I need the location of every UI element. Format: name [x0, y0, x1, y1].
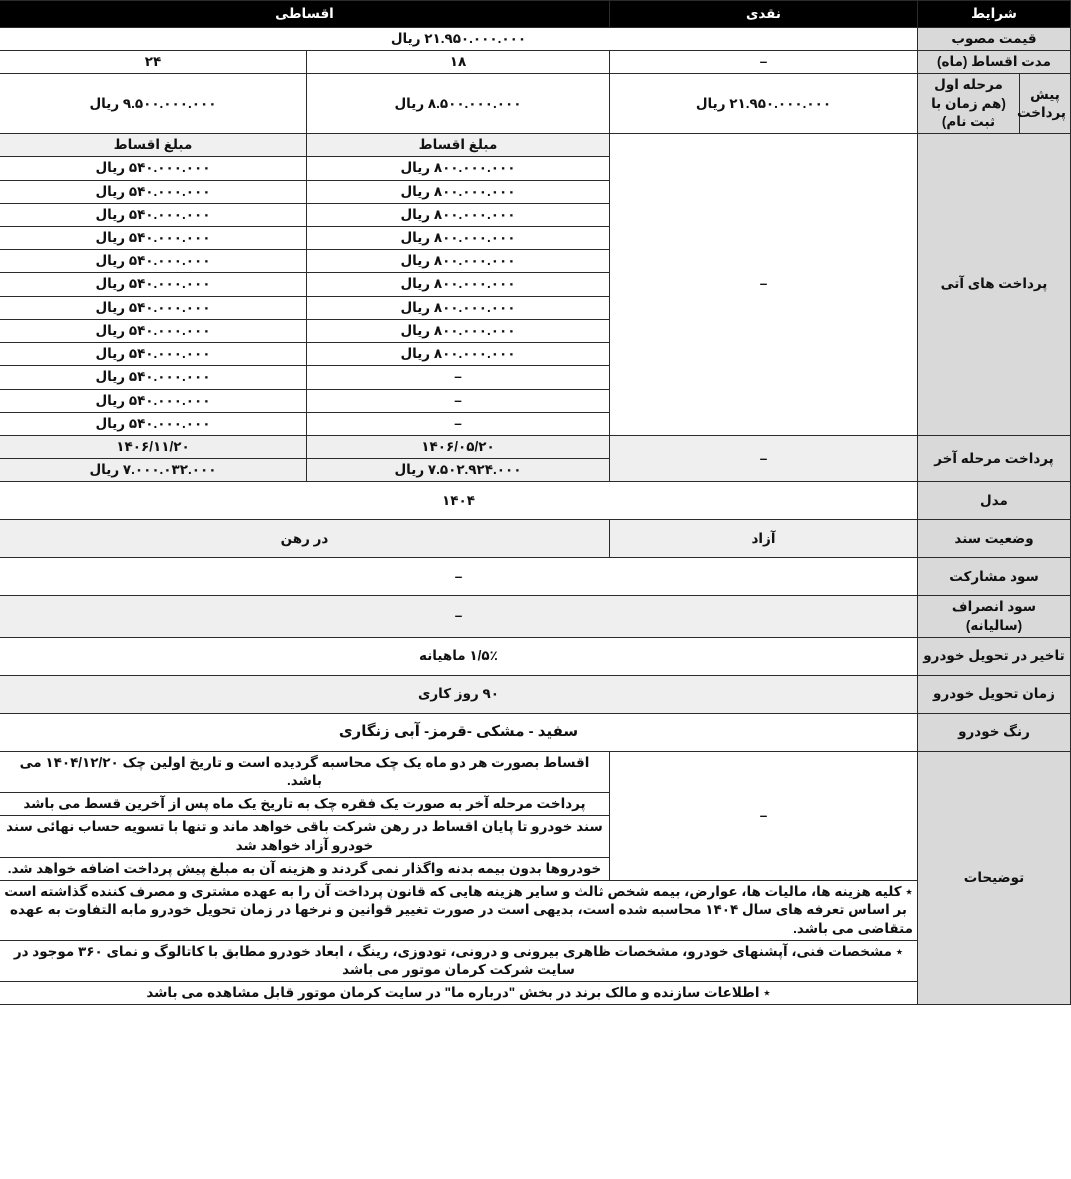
installment-24-4: ۵۴۰.۰۰۰.۰۰۰ ریال — [0, 226, 306, 249]
label-future-payments: پرداخت های آتی — [917, 134, 1070, 436]
installment-18-1: ۸۰۰.۰۰۰.۰۰۰ ریال — [306, 157, 609, 180]
installment-24-10: ۵۴۰.۰۰۰.۰۰۰ ریال — [0, 366, 306, 389]
installment-18-8: ۸۰۰.۰۰۰.۰۰۰ ریال — [306, 319, 609, 342]
row-car-color — [0, 713, 1071, 751]
installment-18-10: – — [306, 366, 609, 389]
row-participation-profit — [0, 558, 1071, 596]
installment-24-8: ۵۴۰.۰۰۰.۰۰۰ ریال — [0, 319, 306, 342]
installment-24-1: ۵۴۰.۰۰۰.۰۰۰ ریال — [0, 157, 306, 180]
label-car-color: رنگ خودرو — [917, 713, 1070, 751]
row-footnote-2 — [0, 940, 1071, 981]
footnote-1: ٭ کلیه هزینه ها، مالیات ها، عوارض، بیمه شخص ثالث و سایر هزینه هایی که قانون پرداخت آن را به عهده مشتری و مصرف کننده گذاشته است بر اساس تعرفه های سال ۱۴۰۴ محاسبه شده است، بدیهی است در صورت تغییر قوانین و نرخها در زمان تحویل خودرو مابه التفاوت به عهده متقاضی می باشد. — [0, 881, 917, 941]
label-final-payment: پرداخت مرحله آخر — [917, 435, 1070, 481]
value-prepayment-cash: ۲۱.۹۵۰.۰۰۰.۰۰۰ ریال — [609, 74, 917, 134]
value-car-color: سفید - مشکی -قرمز- آبی زنگاری — [0, 713, 917, 751]
value-document-status-installment: در رهن — [0, 520, 609, 558]
value-duration-24: ۲۴ — [0, 51, 306, 74]
header-conditions: شرایط — [917, 1, 1070, 28]
label-delivery-time: زمان تحویل خودرو — [917, 675, 1070, 713]
installment-18-5: ۸۰۰.۰۰۰.۰۰۰ ریال — [306, 250, 609, 273]
footnote-3: ٭ اطلاعات سازنده و مالک برند در بخش "درباره ما" در سایت کرمان موتور قابل مشاهده می باشد — [0, 982, 917, 1005]
row-prepayment — [0, 74, 1071, 134]
label-installment-duration: مدت اقساط (ماه) — [917, 51, 1070, 74]
header-cash: نقدی — [609, 1, 917, 28]
row-model — [0, 482, 1071, 520]
label-participation-profit: سود مشارکت — [917, 558, 1070, 596]
row-footnote-3 — [0, 982, 1071, 1005]
row-final-payment-date — [0, 435, 1071, 458]
description-note-1: اقساط بصورت هر دو ماه یک چک محاسبه گردیده است و تاریخ اولین چک ۱۴۰۴/۱۲/۲۰ می باشد. — [0, 751, 609, 792]
label-descriptions: توضیحات — [917, 751, 1070, 1005]
installment-18-3: ۸۰۰.۰۰۰.۰۰۰ ریال — [306, 203, 609, 226]
row-future-payments-subhead — [0, 134, 1071, 157]
value-document-status-cash: آزاد — [609, 520, 917, 558]
final-payment-amount-18: ۷.۵۰۲.۹۲۴.۰۰۰ ریال — [306, 459, 609, 482]
installment-18-9: ۸۰۰.۰۰۰.۰۰۰ ریال — [306, 343, 609, 366]
value-participation-profit: – — [0, 558, 917, 596]
final-payment-amount-24: ۷.۰۰۰.۰۳۲.۰۰۰ ریال — [0, 459, 306, 482]
installment-24-12: ۵۴۰.۰۰۰.۰۰۰ ریال — [0, 412, 306, 435]
row-document-status — [0, 520, 1071, 558]
value-prepayment-18: ۸.۵۰۰.۰۰۰.۰۰۰ ریال — [306, 74, 609, 134]
label-approved-price: قیمت مصوب — [917, 28, 1070, 51]
installment-24-11: ۵۴۰.۰۰۰.۰۰۰ ریال — [0, 389, 306, 412]
description-note-3: سند خودرو تا پایان اقساط در رهن شرکت باقی خواهد ماند و تنها با تسویه حساب نهائی سند خودرو آزاد خواهد شد — [0, 816, 609, 857]
subheader-installment-amount-24: مبلغ اقساط — [0, 134, 306, 157]
label-delivery-delay: تاخیر در تحویل خودرو — [917, 637, 1070, 675]
installment-18-6: ۸۰۰.۰۰۰.۰۰۰ ریال — [306, 273, 609, 296]
description-note-4: خودروها بدون بیمه بدنه واگذار نمی گردند و هزینه آن به مبلغ پیش پرداخت اضافه خواهد شد. — [0, 857, 609, 880]
value-withdrawal-profit: – — [0, 596, 917, 637]
installment-18-11: – — [306, 389, 609, 412]
value-future-payments-cash: – — [609, 134, 917, 436]
installment-24-9: ۵۴۰.۰۰۰.۰۰۰ ریال — [0, 343, 306, 366]
table-header-row — [0, 1, 1071, 28]
label-prepayment-stage — [917, 74, 1019, 134]
value-model: ۱۴۰۴ — [0, 482, 917, 520]
row-approved-price — [0, 28, 1071, 51]
footnote-2: ٭ مشخصات فنی، آپشنهای خودرو، مشخصات ظاهری بیرونی و درونی، تودوزی، رینگ ، ابعاد خودرو مطابق با کاتالوگ و نمای ۳۶۰ موجود در سایت شرکت کرمان موتور می باشد — [0, 940, 917, 981]
row-delivery-time — [0, 675, 1071, 713]
installment-24-2: ۵۴۰.۰۰۰.۰۰۰ ریال — [0, 180, 306, 203]
installment-24-3: ۵۴۰.۰۰۰.۰۰۰ ریال — [0, 203, 306, 226]
label-withdrawal-profit: سود انصراف (سالیانه) — [917, 596, 1070, 637]
installment-18-2: ۸۰۰.۰۰۰.۰۰۰ ریال — [306, 180, 609, 203]
header-installment: اقساطی — [0, 1, 609, 28]
installment-24-6: ۵۴۰.۰۰۰.۰۰۰ ریال — [0, 273, 306, 296]
row-footnote-1 — [0, 881, 1071, 941]
label-prepayment-stage-line1: مرحله اول — [934, 77, 1003, 93]
label-model: مدل — [917, 482, 1070, 520]
description-note-2: پرداخت مرحله آخر به صورت یک فقره چک به تاریخ یک ماه پس از آخرین قسط می باشد — [0, 793, 609, 816]
value-prepayment-24: ۹.۵۰۰.۰۰۰.۰۰۰ ریال — [0, 74, 306, 134]
label-document-status: وضعیت سند — [917, 520, 1070, 558]
installment-18-7: ۸۰۰.۰۰۰.۰۰۰ ریال — [306, 296, 609, 319]
value-approved-price: ۲۱.۹۵۰.۰۰۰.۰۰۰ ریال — [0, 28, 917, 51]
value-delivery-time: ۹۰ روز کاری — [0, 675, 917, 713]
label-prepayment-group: پیش پرداخت — [1020, 74, 1071, 134]
value-delivery-delay: ۱/۵٪ ماهیانه — [0, 637, 917, 675]
final-payment-date-24: ۱۴۰۶/۱۱/۲۰ — [0, 435, 306, 458]
row-installment-duration — [0, 51, 1071, 74]
value-duration-cash: – — [609, 51, 917, 74]
row-withdrawal-profit — [0, 596, 1071, 637]
value-descriptions-cash: – — [609, 751, 917, 880]
installment-18-12: – — [306, 412, 609, 435]
installment-24-7: ۵۴۰.۰۰۰.۰۰۰ ریال — [0, 296, 306, 319]
row-delivery-delay — [0, 637, 1071, 675]
row-description-note-1 — [0, 751, 1071, 792]
value-final-payment-cash: – — [609, 435, 917, 481]
subheader-installment-amount-18: مبلغ اقساط — [306, 134, 609, 157]
value-duration-18: ۱۸ — [306, 51, 609, 74]
final-payment-date-18: ۱۴۰۶/۰۵/۲۰ — [306, 435, 609, 458]
installment-24-5: ۵۴۰.۰۰۰.۰۰۰ ریال — [0, 250, 306, 273]
installment-18-4: ۸۰۰.۰۰۰.۰۰۰ ریال — [306, 226, 609, 249]
label-prepayment-stage-line2: (هم زمان با ثبت نام) — [931, 95, 1006, 129]
